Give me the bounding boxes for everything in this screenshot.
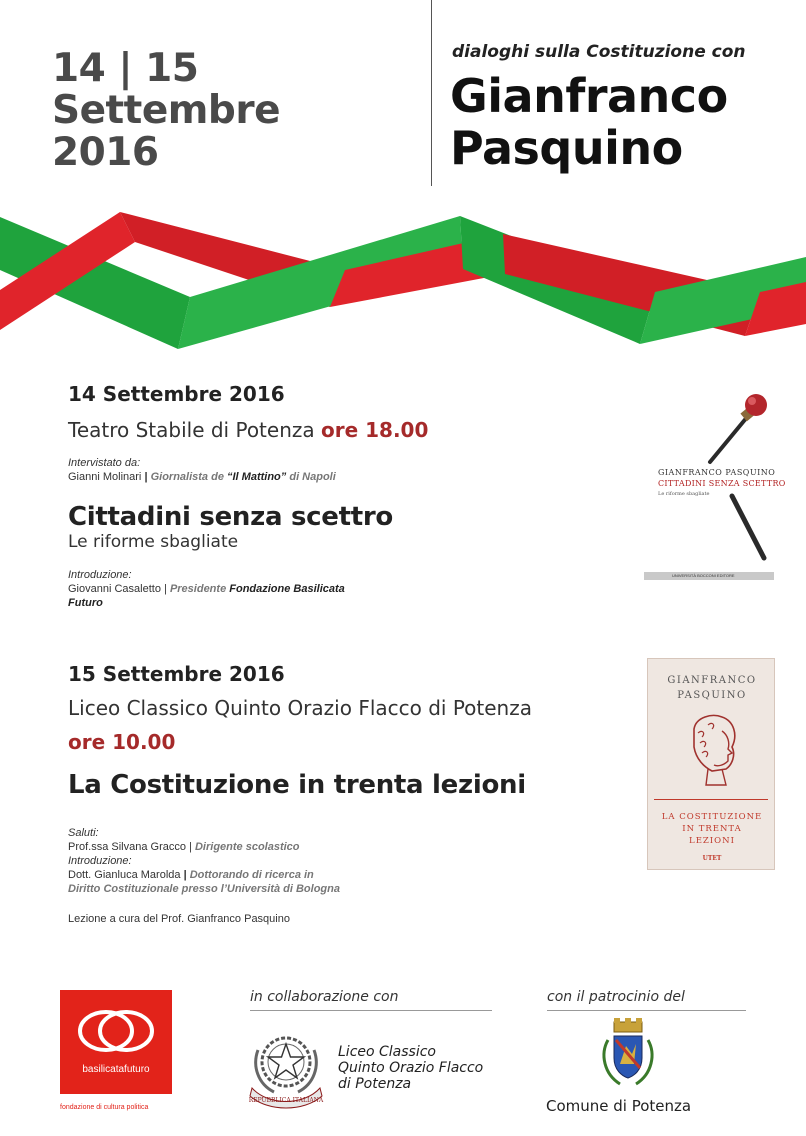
tricolor-ribbon xyxy=(0,212,806,352)
event1-interview: Intervistato da: Gianni Molinari | Giornalista de “Il Mattino” di Napoli xyxy=(68,457,336,483)
lesson-note: Lezione a cura del Prof. Gianfranco Pasquino xyxy=(68,913,290,925)
cover1-author: GIANFRANCO PASQUINO xyxy=(658,468,776,477)
logo-text: basilicatafuturo xyxy=(82,1064,150,1075)
cover1-subtitle: Le riforme sbagliate xyxy=(658,491,710,497)
event2-venue: Liceo Classico Quinto Orazio Flacco di Potenza xyxy=(68,696,532,720)
interviewer-role-post: di Napoli xyxy=(289,471,336,483)
saluti-name: Prof.ssa Silvana Gracco xyxy=(68,841,186,853)
patrocinio-label: con il patrocinio del xyxy=(547,989,685,1005)
cover2-divider xyxy=(654,799,768,800)
liceo-name xyxy=(338,1044,483,1092)
header-divider xyxy=(431,0,432,186)
speaker-name xyxy=(450,70,728,174)
cover1-publisher: UNIVERSITÀ BOCCONI EDITORE xyxy=(672,573,735,578)
scepter-knob-highlight xyxy=(748,397,756,405)
cover2-publisher: UTET xyxy=(702,855,722,862)
intro-label: Introduzione: xyxy=(68,569,132,581)
event2-intro-label: Introduzione: xyxy=(68,855,132,867)
crown-tower-1 xyxy=(614,1018,620,1023)
cover2-author xyxy=(648,673,776,703)
patrocinio-underline xyxy=(547,1010,746,1011)
event1-venue-line xyxy=(68,418,428,442)
series-title: dialoghi sulla Costituzione con xyxy=(452,42,746,62)
book-cover-costituzione xyxy=(647,658,775,870)
book-cover-cittadini xyxy=(644,388,786,580)
event2-intro-role-line1: Dottorando di ricerca in xyxy=(189,869,314,881)
speaker-first-name: Gianfranco xyxy=(450,69,728,123)
saluti-role: Dirigente scolastico xyxy=(194,841,300,853)
event2-date: 15 Settembre 2016 xyxy=(68,662,285,686)
cover1-title: CITTADINI SENZA SCETTRO xyxy=(658,479,786,488)
event1-book-subtitle: Le riforme sbagliate xyxy=(68,532,239,552)
cover2-title-line2: IN TRENTA xyxy=(682,824,742,834)
interviewer-name: Gianni Molinari xyxy=(68,471,142,483)
event1-intro: Introduzione: Giovanni Casaletto | Presidente Fondazione Basilicata Futuro xyxy=(68,569,345,609)
intro-org-line1: Fondazione Basilicata xyxy=(229,583,345,595)
emblem-text: REPUBBLICA ITALIANA xyxy=(248,1097,324,1104)
event1-book-title: Cittadini senza scettro xyxy=(68,502,393,532)
head-curls xyxy=(698,723,714,757)
logo-rings-icon xyxy=(76,1008,156,1054)
event1-time: ore 18.00 xyxy=(321,418,429,442)
date-days: 14 | 15 xyxy=(52,46,199,91)
comune-name: Comune di Potenza xyxy=(546,1097,692,1115)
cover2-title-line1: LA COSTITUZIONE xyxy=(661,812,763,822)
scepter-lower-shaft xyxy=(732,496,764,558)
head-face xyxy=(714,731,732,766)
saluti-label: Saluti: xyxy=(68,827,99,839)
intro-role: Presidente xyxy=(169,583,227,595)
liceo-line3: di Potenza xyxy=(338,1076,412,1092)
scepter-upper-shaft xyxy=(710,416,748,462)
collab-underline xyxy=(250,1010,492,1011)
cover2-title xyxy=(648,811,776,847)
date-month: Settembre xyxy=(52,88,281,133)
logo-caption: fondazione di cultura politica xyxy=(60,1104,149,1111)
speaker-last-name: Pasquino xyxy=(450,121,683,175)
cover2-author-line2: PASQUINO xyxy=(677,690,747,701)
italian-republic-emblem-icon xyxy=(244,1022,328,1112)
coin-head-illustration xyxy=(682,711,744,791)
event2-time: ore 10.00 xyxy=(68,730,176,754)
head-neck xyxy=(706,769,726,785)
event2-credits: Saluti: Prof.ssa Silvana Gracco | Dirigente scolastico Introduzione: Dott. Gianluca Marolda | Dottorando di ricerca in Diritto Costituzionale presso l’Università di Bologna xyxy=(68,827,340,895)
intro-org-line2: Futuro xyxy=(68,597,103,609)
date-year: 2016 xyxy=(52,130,159,175)
event2-intro-name: Dott. Gianluca Marolda xyxy=(68,869,181,881)
liceo-line1: Liceo Classico xyxy=(338,1044,436,1060)
event2-intro-role-line2: Diritto Costituzionale presso l’Università di Bologna xyxy=(68,883,340,895)
event-dates xyxy=(52,48,280,174)
crown-tower-3 xyxy=(636,1018,642,1023)
event2-book-title: La Costituzione in trenta lezioni xyxy=(68,770,526,800)
cover2-author-line1: GIANFRANCO xyxy=(667,675,757,686)
potenza-coat-of-arms-icon xyxy=(598,1018,658,1090)
collab-label: in collaborazione con xyxy=(250,989,399,1005)
scepter-knob xyxy=(745,394,767,416)
basilicatafuturo-logo xyxy=(60,990,172,1094)
crown-tower-2 xyxy=(625,1018,631,1023)
intro-name: Giovanni Casaletto xyxy=(68,583,161,595)
event1-date: 14 Settembre 2016 xyxy=(68,382,285,406)
interviewer-paper: “Il Mattino” xyxy=(227,471,287,483)
interview-label: Intervistato da: xyxy=(68,457,141,469)
interviewer-role-pre: Giornalista de xyxy=(150,471,224,483)
crown-base xyxy=(614,1022,642,1032)
event1-venue: Teatro Stabile di Potenza xyxy=(68,418,315,442)
liceo-line2: Quinto Orazio Flacco xyxy=(338,1060,484,1076)
cover2-title-line3: LEZIONI xyxy=(689,836,735,846)
